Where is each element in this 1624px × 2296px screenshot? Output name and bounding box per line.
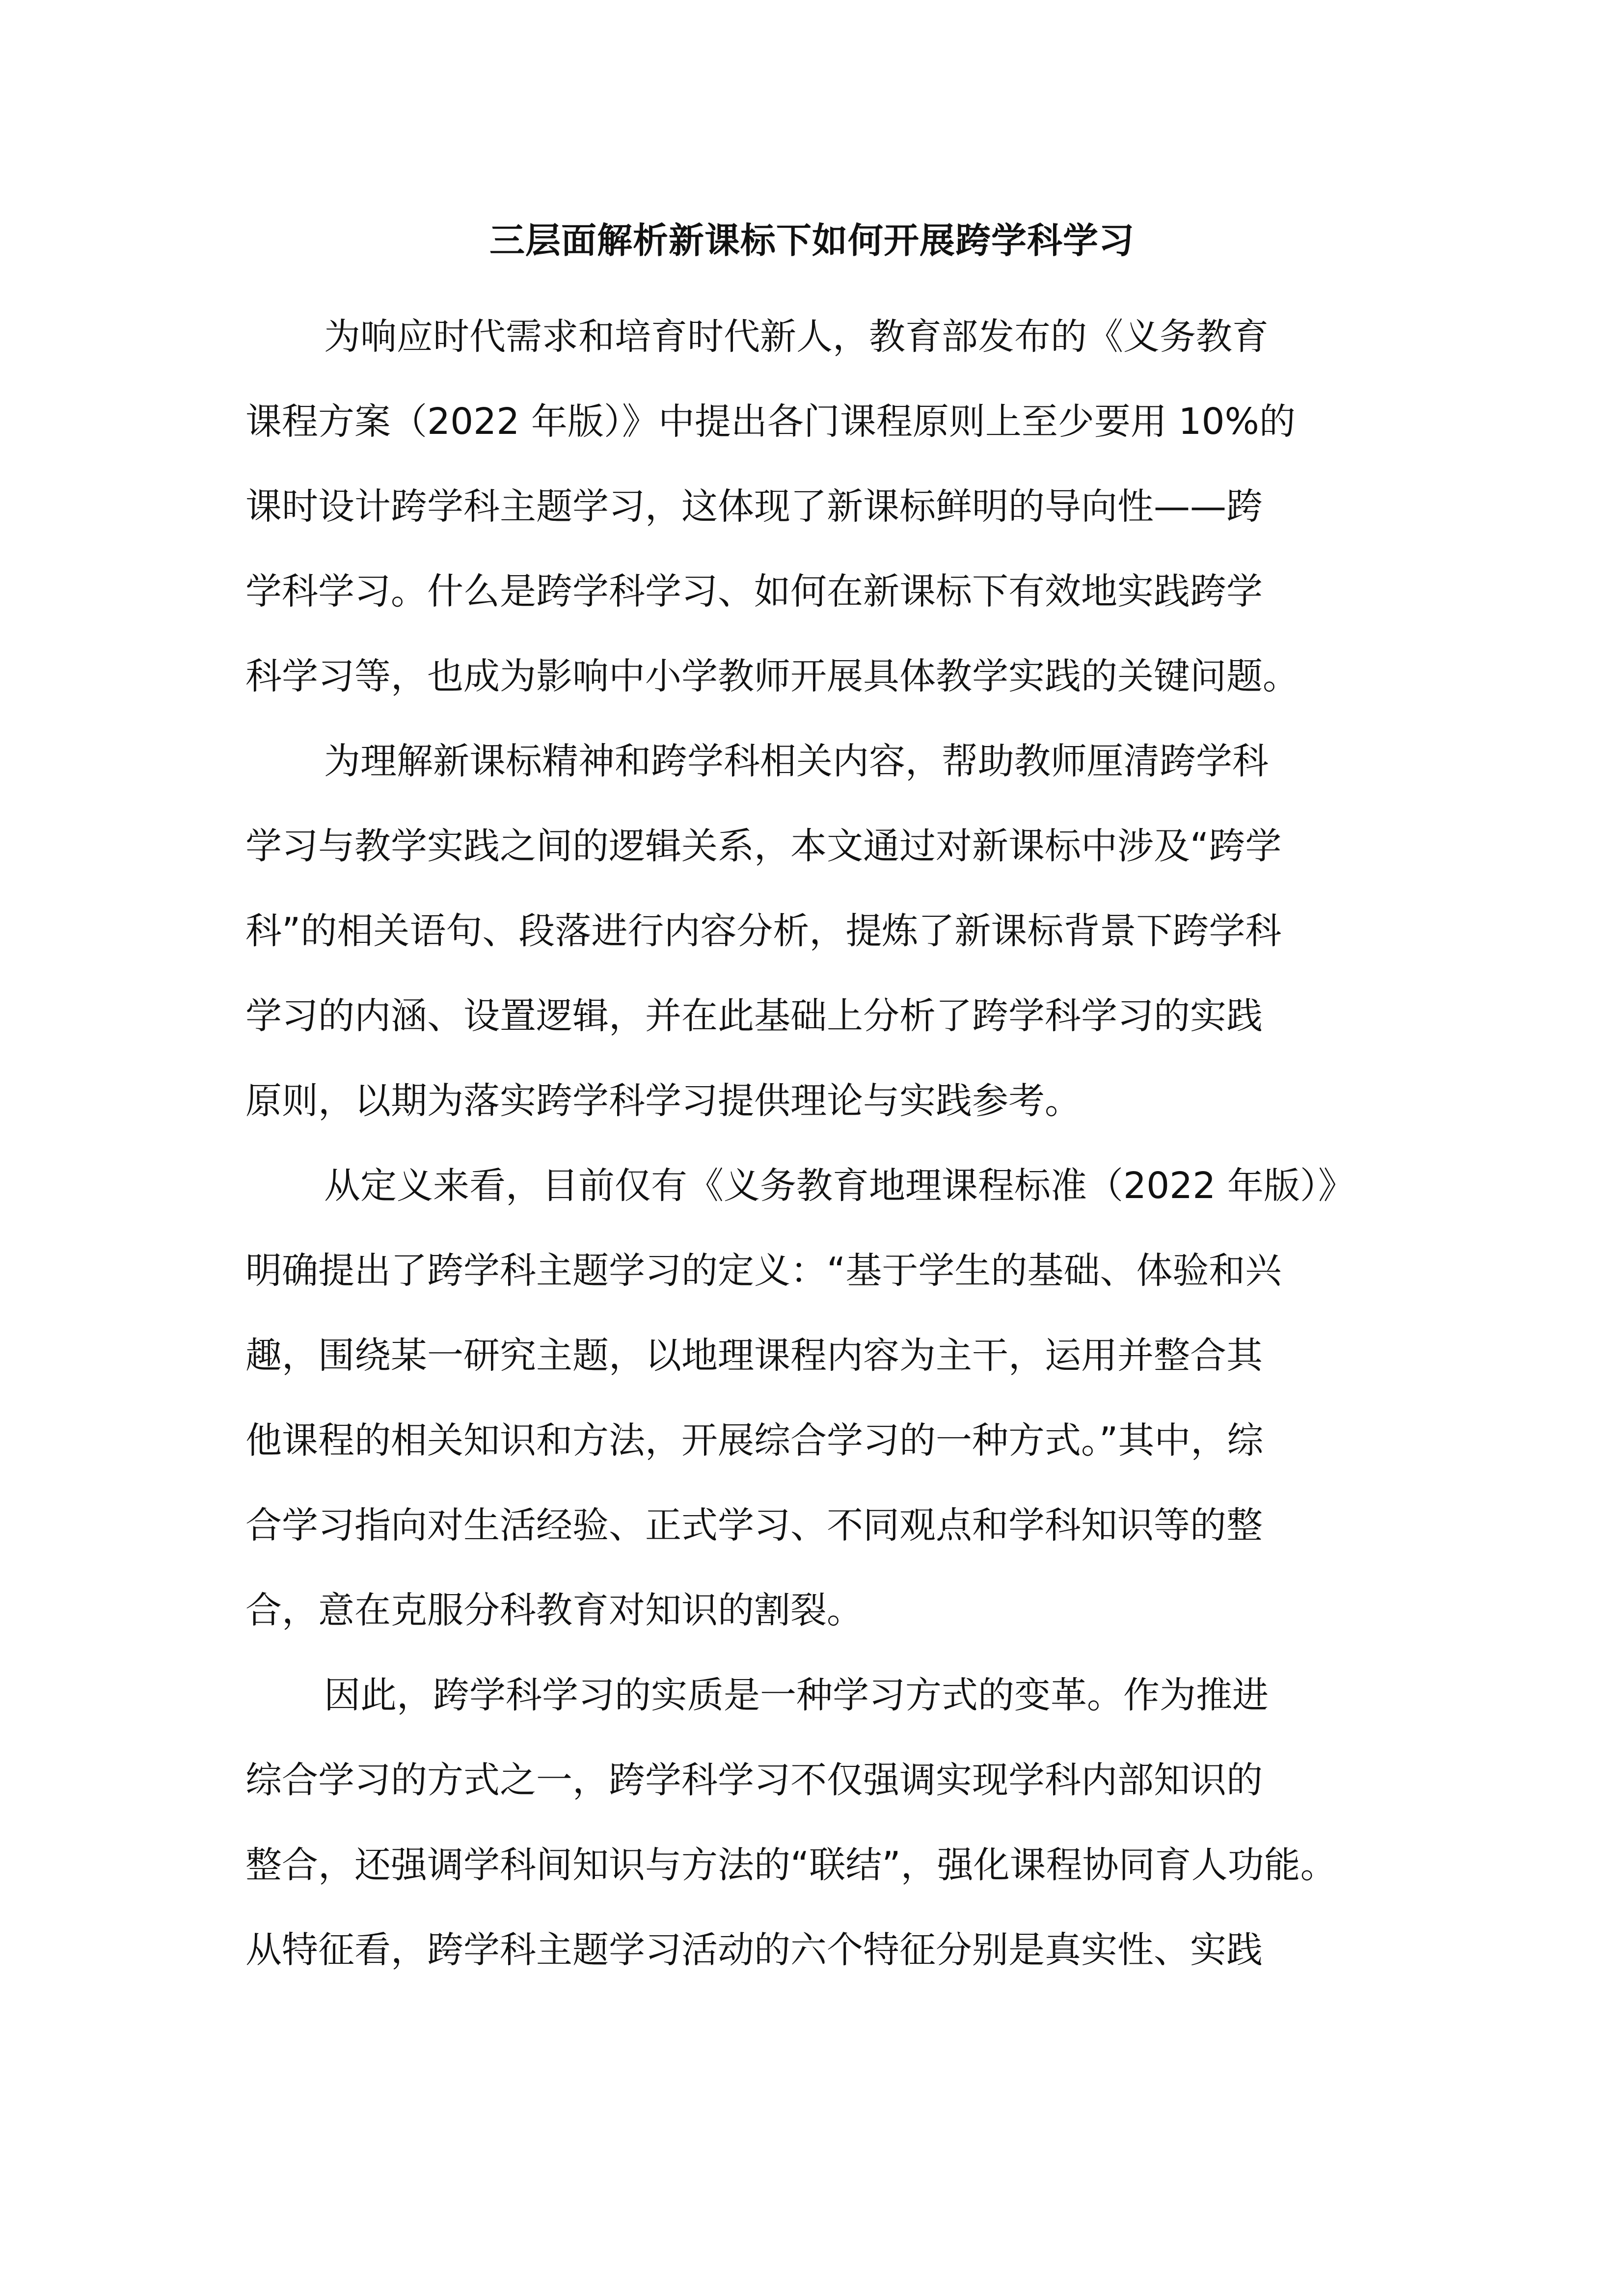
- paragraph-line: 从定义来看，目前仅有《义务教育地理课程标准（2022 年版）》: [324, 1165, 1354, 1207]
- paragraph-line: 合，意在克服分科教育对知识的割裂。: [245, 1589, 863, 1631]
- paragraph-line: 原则，以期为落实跨学科学习提供理论与实践参考。: [245, 1080, 1081, 1122]
- paragraph-line: 整合，还强调学科间知识与方法的“联结”，强化课程协同育人功能。: [245, 1844, 1337, 1886]
- paragraph-3: [245, 1144, 1384, 1653]
- paragraph-line: 科”的相关语句、段落进行内容分析，提炼了新课标背景下跨学科: [245, 910, 1282, 952]
- paragraph-line: 趣，围绕某一研究主题，以地理课程内容为主干，运用并整合其: [245, 1335, 1263, 1377]
- paragraph-line: 为理解新课标精神和跨学科相关内容，帮助教师厘清跨学科: [324, 740, 1269, 782]
- paragraph-line: 为响应时代需求和培育时代新人，教育部发布的《义务教育: [324, 316, 1269, 358]
- paragraph-line: 学习与教学实践之间的逻辑关系，本文通过对新课标中涉及“跨学: [245, 825, 1282, 867]
- paragraph-line: 学习的内涵、设置逻辑，并在此基础上分析了跨学科学习的实践: [245, 995, 1263, 1037]
- paragraph-line: 综合学习的方式之一，跨学科学习不仅强调实现学科内部知识的: [245, 1759, 1263, 1801]
- paragraph-line: 课时设计跨学科主题学习，这体现了新课标鲜明的导向性——跨: [245, 485, 1263, 528]
- paragraph-line: 合学习指向对生活经验、正式学习、不同观点和学科知识等的整: [245, 1504, 1263, 1547]
- paragraph-4: [245, 1653, 1384, 1993]
- paragraph-line: 从特征看，跨学科主题学习活动的六个特征分别是真实性、实践: [245, 1929, 1263, 1971]
- page-title: 三层面解析新课标下如何开展跨学科学习: [489, 220, 1135, 261]
- paragraph-line: 因此，跨学科学习的实质是一种学习方式的变革。作为推进: [324, 1674, 1269, 1716]
- paragraph-1: [245, 294, 1384, 719]
- paragraph-line: 科学习等，也成为影响中小学教师开展具体教学实践的关键问题。: [245, 655, 1299, 697]
- paragraph-line: 明确提出了跨学科主题学习的定义：“基于学生的基础、体验和兴: [245, 1250, 1282, 1292]
- document-body: [245, 294, 1384, 1993]
- paragraph-line: 他课程的相关知识和方法，开展综合学习的一种方式。”其中，综: [245, 1419, 1264, 1462]
- paragraph-2: [245, 719, 1384, 1144]
- paragraph-line: 学科学习。什么是跨学科学习、如何在新课标下有效地实践跨学: [245, 570, 1263, 613]
- paragraph-line: 课程方案（2022 年版）》中提出各门课程原则上至少要用 10%的: [245, 400, 1296, 443]
